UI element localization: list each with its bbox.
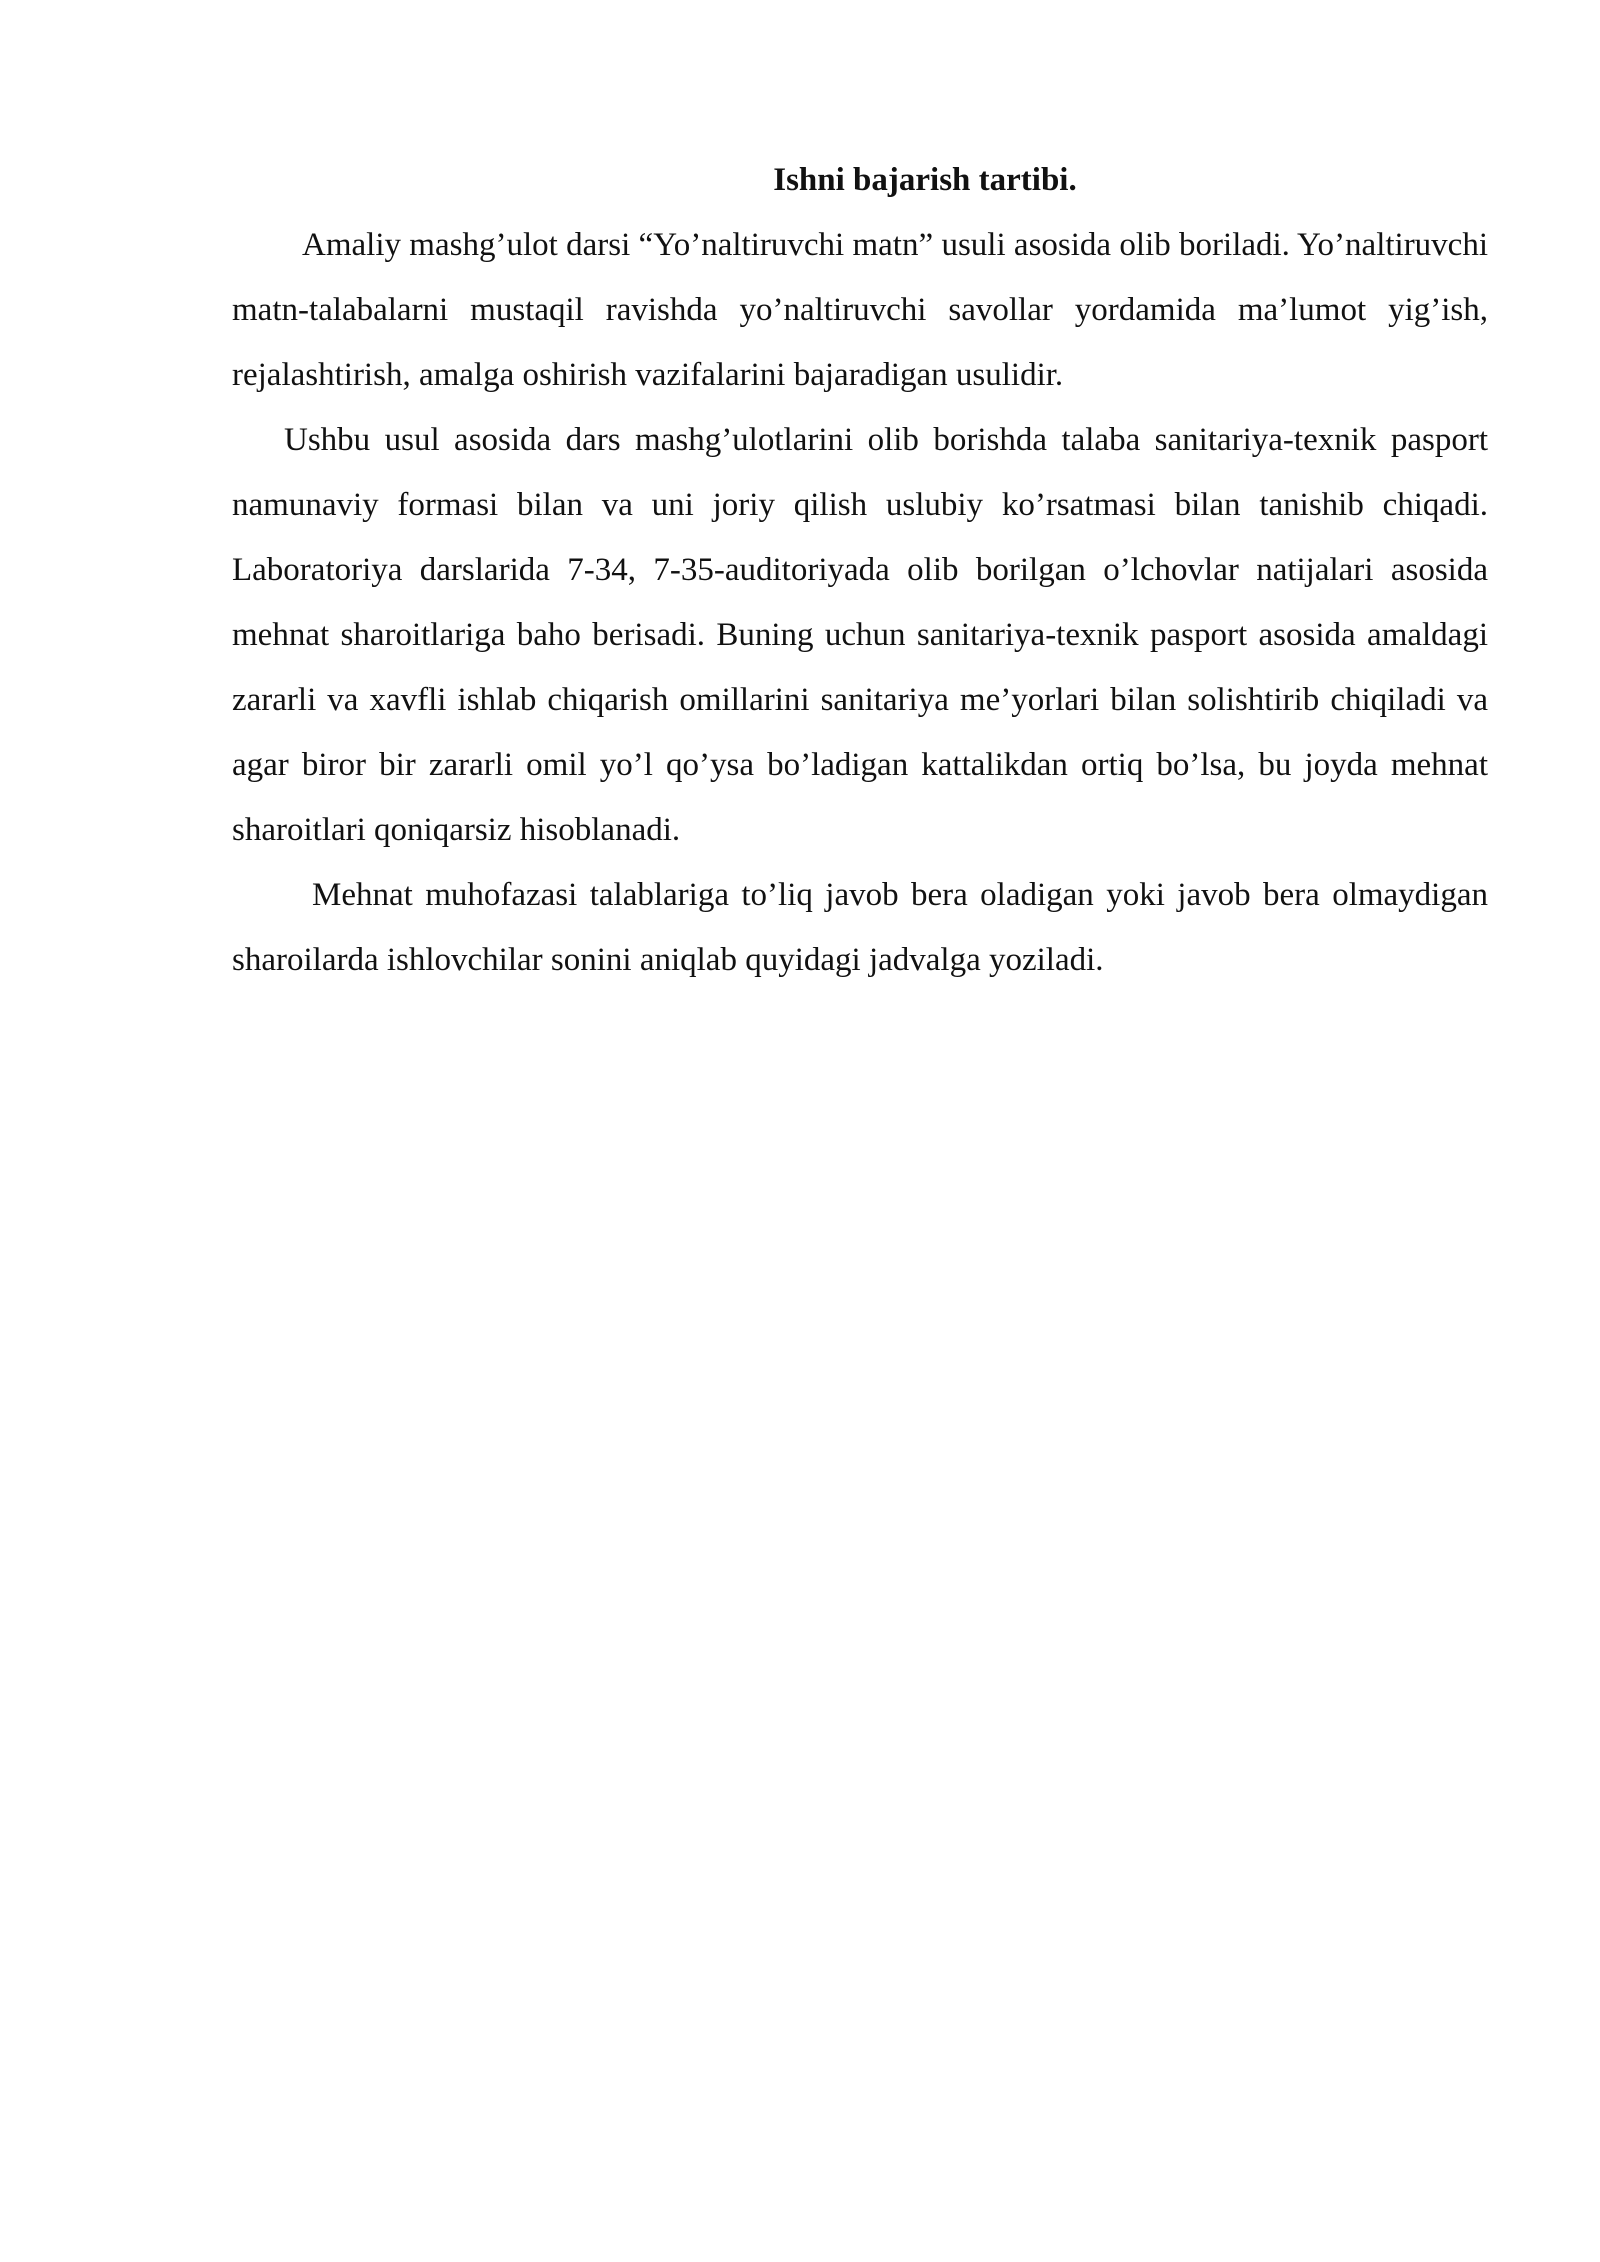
document-body: [232, 148, 1488, 993]
paragraph-workers-count: Mehnat muhofazasi talablariga to’liq javob bera oladigan yoki javob bera olmaydigan sharoilarda ishlovchilar sonini aniqlab quyidagi jadvalga yoziladi.: [232, 877, 1488, 978]
document-title: Ishni bajarish tartibi.: [773, 162, 1077, 198]
paragraph-sanitary-passport: Ushbu usul asosida dars mashg’ulotlarini olib borishda talaba sanitariya-texnik pasport namunaviy formasi bilan va uni joriy qilish uslubiy ko’rsatmasi bilan tanishib chiqadi. Laboratoriya darslarida 7-34, 7-35-auditoriyada olib borilgan o’lchovlar natijalari asosida mehnat sharoitlariga baho berisadi. Buning uchun sanitariya-texnik pasport asosida amaldagi zararli va xavfli ishlab chiqarish omillarini sanitariya me’yorlari bilan solishtirib chiqiladi va agar biror bir zararli omil yo’l qo’ysa bo’ladigan kattalikdan ortiq bo’lsa, bu joyda mehnat sharoitlari qoniqarsiz hisoblanadi.: [232, 422, 1488, 848]
paragraph-method-intro: Amaliy mashg’ulot darsi “Yo’naltiruvchi matn” usuli asosida olib boriladi. Yo’naltiruvchi matn-talabalarni mustaqil ravishda yo’naltiruvchi savollar yordamida ma’lumot yig’ish, rejalashtirish, amalga oshirish vazifalarini bajaradigan usulidir.: [232, 227, 1488, 393]
